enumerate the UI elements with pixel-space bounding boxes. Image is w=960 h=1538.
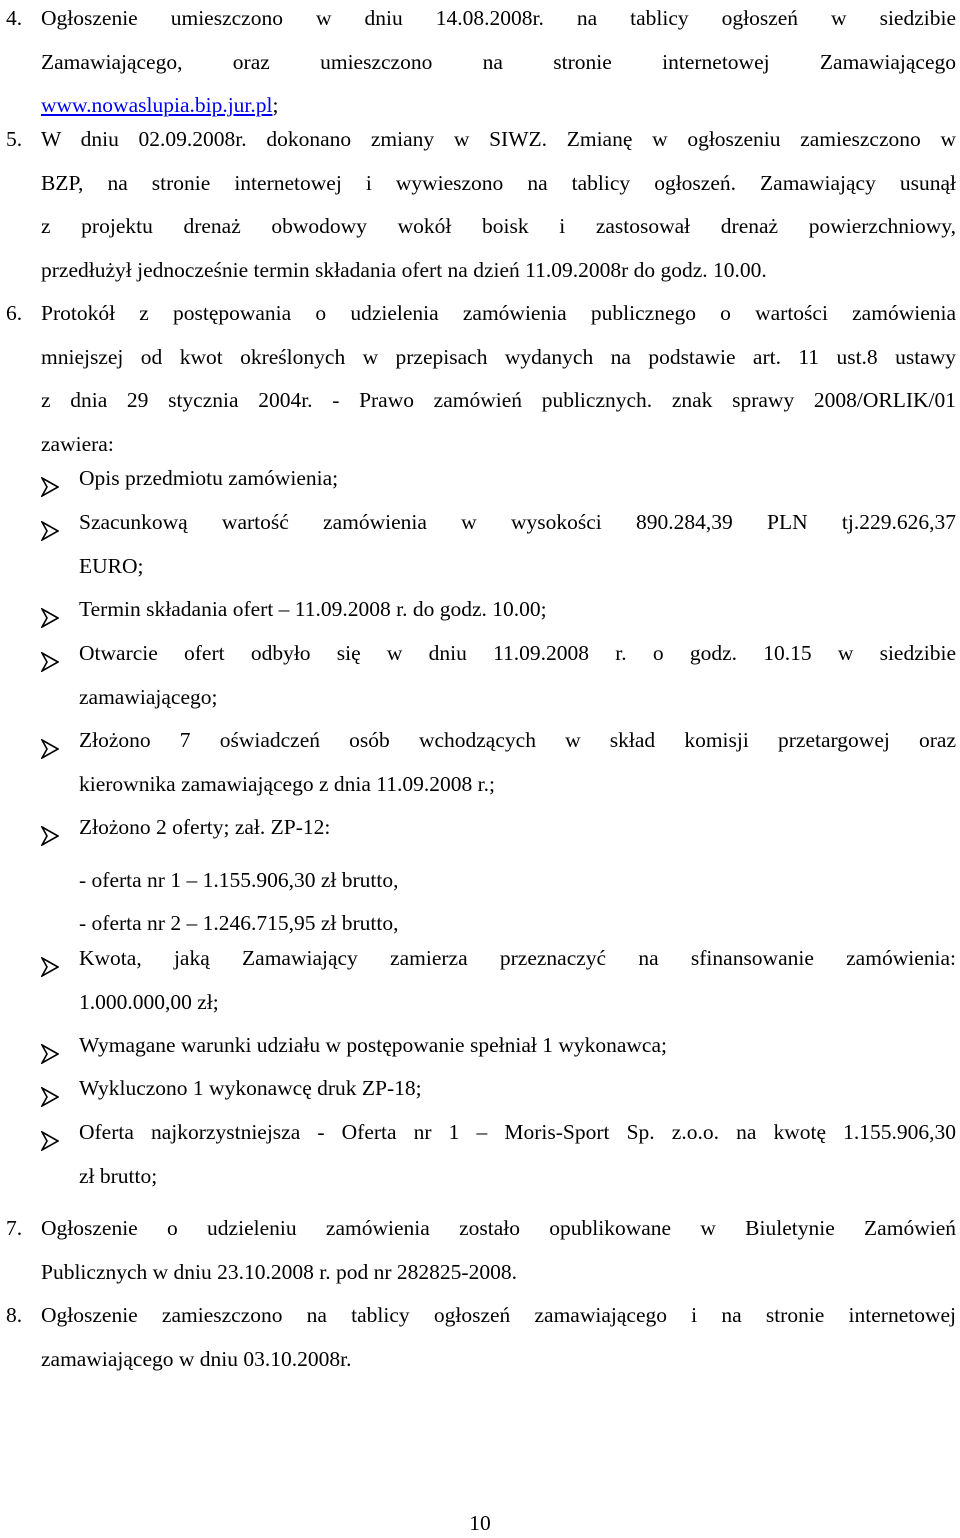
item-4-line-2: Zamawiającego, oraz umieszczono na stronie internetowej Zamawiającego (41, 49, 956, 74)
bullet-text-continued: zamawiającego; (79, 684, 218, 709)
bullet-text: Oferta najkorzystniejsza - Oferta nr 1 – Moris-Sport Sp. z.o.o. na kwotę 1.155.906,30 (79, 1120, 956, 1144)
arrowhead-bullet-icon (41, 652, 59, 672)
bullet-text: Kwota, jaką Zamawiający zamierza przeznaczyć na sfinansowanie zamówienia: (79, 946, 956, 970)
bullet-text: Termin składania ofert – 11.09.2008 r. do godz. 10.00; (79, 597, 547, 621)
bullet-text-continued: kierownika zamawiającego z dnia 11.09.2008 r.; (79, 771, 495, 796)
bullet-text: Złożono 7 oświadczeń osób wchodzących w skład komisji przetargowej oraz (79, 728, 956, 752)
item-7-line-2: Publicznych w dniu 23.10.2008 r. pod nr 282825-2008. (41, 1259, 517, 1284)
bullet-text-continued: 1.000.000,00 zł; (79, 989, 219, 1014)
item-6-line-4: zawiera: (41, 431, 114, 456)
arrowhead-bullet-icon (41, 826, 59, 846)
bullet-item (41, 946, 956, 1033)
item-number: 5. (6, 127, 23, 151)
bullet-item (41, 597, 956, 641)
arrowhead-bullet-icon (41, 957, 59, 977)
bullet-item (41, 466, 956, 510)
item-6-line-2: mniejszej od kwot określonych w przepisach wydanych na podstawie art. 11 ust.8 ustawy (41, 344, 956, 369)
bullet-text: Wymagane warunki udziału w postępowanie spełniał 1 wykonawca; (79, 1033, 667, 1057)
arrowhead-bullet-icon (41, 608, 59, 628)
item-number: 4. (6, 6, 23, 30)
bullet-item (41, 815, 956, 859)
item-7-line-1: Ogłoszenie o udzieleniu zamówienia zostało opublikowane w Biuletynie Zamówień (41, 1216, 956, 1240)
bullet-item (41, 510, 956, 597)
item-8-line-2: zamawiającego w dniu 03.10.2008r. (41, 1346, 352, 1371)
item-5-line-2: BZP, na stronie internetowej i wywieszono na tablicy ogłoszeń. Zamawiający usunął (41, 170, 956, 195)
item-5-line-4: przedłużył jednocześnie termin składania ofert na dzień 11.09.2008r do godz. 10.00. (41, 257, 767, 282)
bullet-item (41, 641, 956, 728)
page-number: 10 (469, 1511, 491, 1535)
bullet-text: Otwarcie ofert odbyło się w dniu 11.09.2008 r. o godz. 10.15 w siedzibie (79, 641, 956, 665)
item-6-line-3: z dnia 29 stycznia 2004r. - Prawo zamówień publicznych. znak sprawy 2008/ORLIK/01 (41, 388, 956, 413)
list-item-4 (6, 0, 956, 128)
arrowhead-bullet-icon (41, 739, 59, 759)
bullet-text: Złożono 2 oferty; zał. ZP-12: (79, 815, 331, 839)
arrowhead-bullet-icon (41, 1087, 59, 1107)
list-item-8 (6, 1294, 956, 1381)
list-item-6 (6, 292, 956, 466)
bip-website-link[interactable]: www.nowaslupia.bip.jur.pl (41, 93, 273, 118)
bullet-item (41, 728, 956, 815)
bullet-item (41, 1033, 956, 1077)
item-5-line-3: z projektu drenaż obwodowy wokół boisk i zastosował drenaż powierzchniowy, (41, 214, 956, 239)
item-number: 6. (6, 301, 23, 325)
item-number: 8. (6, 1303, 23, 1327)
arrowhead-bullet-icon (41, 521, 59, 541)
bullet-item (41, 1076, 956, 1120)
bullet-text-continued: zł brutto; (79, 1163, 158, 1188)
arrowhead-bullet-icon (41, 1044, 59, 1064)
arrowhead-bullet-icon (41, 1131, 59, 1151)
list-item-5 (6, 118, 956, 292)
item-5-line-1: W dniu 02.09.2008r. dokonano zmiany w SIWZ. Zmianę w ogłoszeniu zamieszczono w (41, 127, 956, 151)
item-6-line-1: Protokół z postępowania o udzielenia zamówienia publicznego o wartości zamówienia (41, 301, 956, 325)
bullet-text: Wykluczono 1 wykonawcę druk ZP-18; (79, 1076, 422, 1100)
offer-line-1: - oferta nr 1 – 1.155.906,30 zł brutto, (79, 868, 399, 892)
item-4-line-1: Ogłoszenie umieszczono w dniu 14.08.2008r. na tablicy ogłoszeń w siedzibie (41, 6, 956, 30)
arrowhead-bullet-icon (41, 477, 59, 497)
item-4-line-3-tail: ; (272, 93, 279, 118)
item-number: 7. (6, 1216, 23, 1240)
bullet-text-continued: EURO; (79, 553, 144, 578)
bullet-text: Opis przedmiotu zamówienia; (79, 466, 339, 490)
bullet-item (41, 1120, 956, 1207)
list-item-7 (6, 1207, 956, 1294)
offer-line-2: - oferta nr 2 – 1.246.715,95 zł brutto, (79, 911, 399, 935)
item-8-line-1: Ogłoszenie zamieszczono na tablicy ogłoszeń zamawiającego i na stronie internetowej (41, 1303, 956, 1327)
bullet-text: Szacunkową wartość zamówienia w wysokości 890.284,39 PLN tj.229.626,37 (79, 510, 956, 534)
